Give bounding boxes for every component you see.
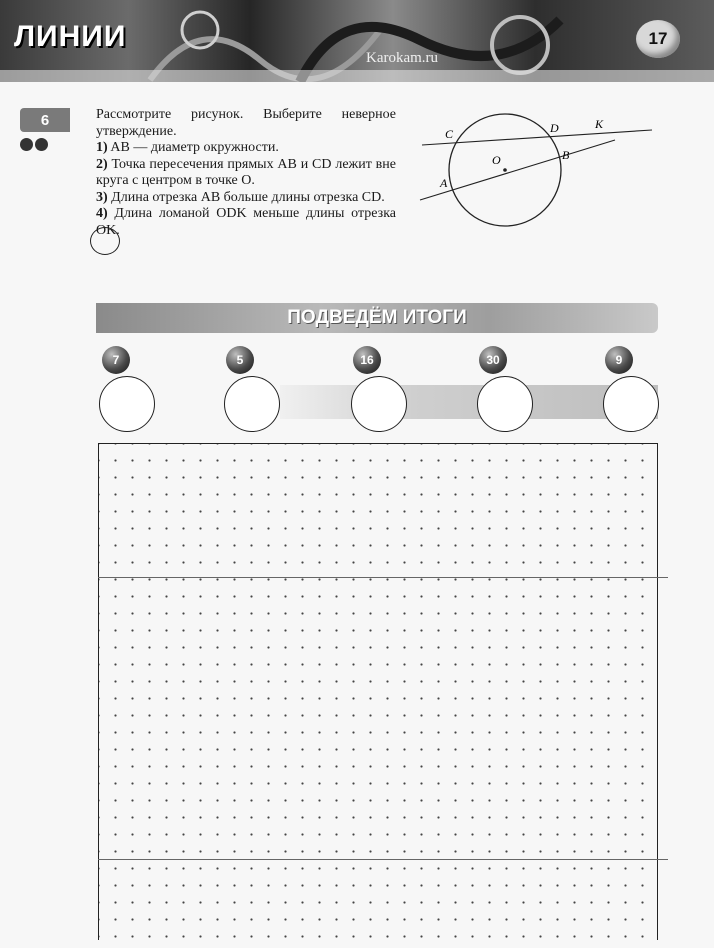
summary-banner bbox=[96, 303, 658, 333]
page-number: 17 bbox=[636, 20, 680, 58]
score-ball-icon: 16 bbox=[353, 346, 381, 374]
task-number: 6 bbox=[40, 111, 50, 129]
label-b: B bbox=[562, 148, 570, 162]
center-point bbox=[503, 168, 507, 172]
score-answer-circle[interactable] bbox=[603, 376, 659, 432]
task-intro: Рассмотрите рисунок. Выберите неверное утверждение. bbox=[96, 107, 396, 139]
answer-mark-circle bbox=[90, 227, 120, 255]
task-option: 2) Точка пересечения прямых AB и CD лежит вне круга с центром в точке O. bbox=[96, 156, 396, 188]
line-cd bbox=[422, 130, 652, 145]
task-option: 1) AB — диаметр окружности. bbox=[96, 140, 279, 155]
label-c: C bbox=[445, 127, 454, 141]
score-strip bbox=[280, 385, 658, 419]
score-ball-icon: 30 bbox=[479, 346, 507, 374]
label-k: K bbox=[595, 117, 604, 131]
score-ball-icon: 5 bbox=[226, 346, 254, 374]
watermark-text: Karokam.ru bbox=[366, 50, 439, 66]
task-text bbox=[96, 107, 396, 239]
label-d: D bbox=[550, 121, 559, 135]
label-o: O bbox=[492, 153, 501, 167]
dotted-grid-area[interactable] bbox=[98, 443, 658, 940]
summary-title: ПОДВЕДЁМ ИТОГИ bbox=[287, 307, 467, 328]
score-answer-circle[interactable] bbox=[351, 376, 407, 432]
grid-divider-line bbox=[98, 577, 668, 578]
score-ball-icon: 9 bbox=[605, 346, 633, 374]
grid-divider-line bbox=[98, 859, 668, 860]
difficulty-dot-icon bbox=[20, 138, 33, 151]
task-number-badge bbox=[20, 108, 70, 132]
score-answer-circle[interactable] bbox=[477, 376, 533, 432]
score-answer-circle[interactable] bbox=[99, 376, 155, 432]
geometry-figure bbox=[410, 110, 660, 240]
difficulty-dot-icon bbox=[35, 138, 48, 151]
score-answer-circle[interactable] bbox=[224, 376, 280, 432]
chapter-title: ЛИНИИ bbox=[14, 20, 127, 53]
page-header bbox=[0, 0, 714, 82]
score-ball-icon: 7 bbox=[102, 346, 130, 374]
label-a: A bbox=[440, 176, 448, 190]
task-option: 4) Длина ломаной ODK меньше длины отрезка OK. bbox=[96, 206, 396, 238]
task-option: 3) Длина отрезка AB больше длины отрезка CD. bbox=[96, 189, 385, 205]
